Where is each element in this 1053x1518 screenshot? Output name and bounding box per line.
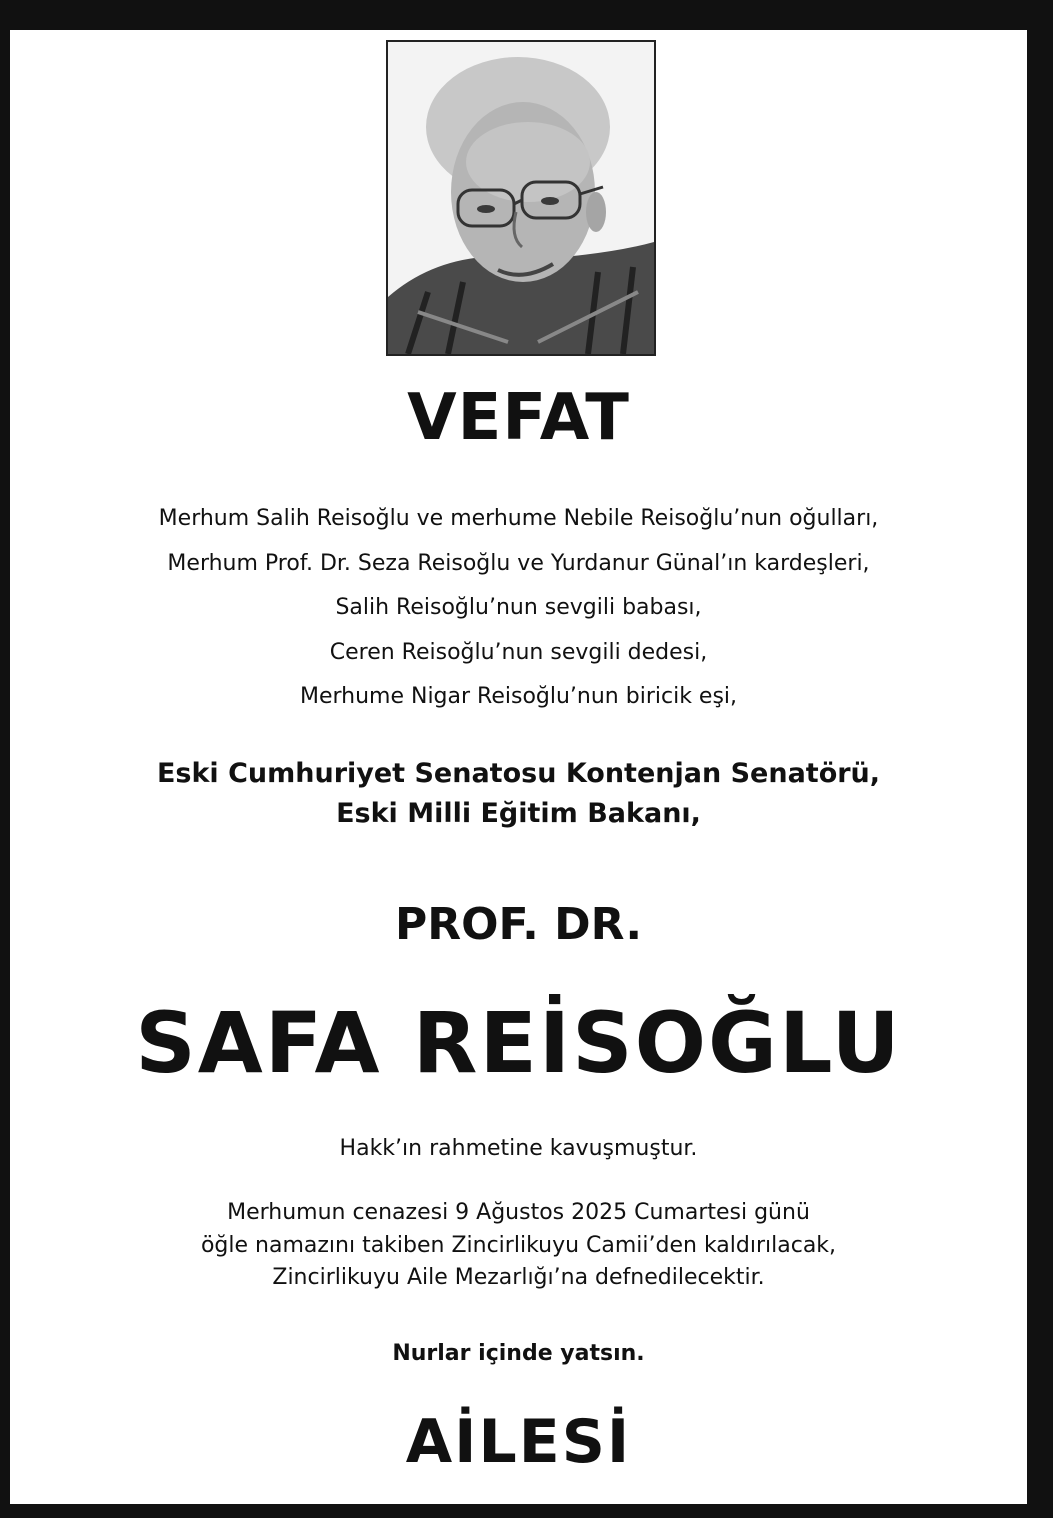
funeral-details <box>10 1197 1027 1295</box>
portrait-image <box>388 42 654 354</box>
family-line: Merhume Nigar Reisoğlu’nun biricik eşi, <box>299 684 738 709</box>
prayer-text: Nurlar içinde yatsın. <box>392 1341 645 1366</box>
name-prefix: PROF. DR. <box>394 899 643 950</box>
portrait-photo <box>386 40 656 356</box>
title-line: Eski Milli Eğitim Bakanı, <box>336 798 701 829</box>
family-relations <box>10 497 1027 720</box>
funeral-line: Zincirlikuyu Aile Mezarlığı’na defnedilecektir. <box>272 1265 765 1290</box>
family-line: Merhum Salih Reisoğlu ve merhume Nebile Reisoğlu’nun oğulları, <box>158 506 879 531</box>
funeral-line: öğle namazını takiben Zincirlikuyu Camii’den kaldırılacak, <box>200 1232 837 1258</box>
family-signature: AİLESİ <box>405 1407 632 1477</box>
notice-heading: VEFAT <box>407 381 630 455</box>
former-titles <box>10 754 1027 834</box>
family-line: Merhum Prof. Dr. Seza Reisoğlu ve Yurdanur Günal’ın kardeşleri, <box>167 550 870 576</box>
family-line: Ceren Reisoğlu’nun sevgili dedesi, <box>329 639 708 665</box>
title-line: Eski Cumhuriyet Senatosu Kontenjan Senatörü, <box>156 758 881 789</box>
funeral-line: Merhumun cenazesi 9 Ağustos 2025 Cumartesi günü <box>227 1200 810 1225</box>
family-line: Salih Reisoğlu’nun sevgili babası, <box>335 595 702 620</box>
passed-away-text: Hakk’ın rahmetine kavuşmuştur. <box>339 1136 698 1161</box>
deceased-name: SAFA REİSOĞLU <box>135 994 902 1092</box>
